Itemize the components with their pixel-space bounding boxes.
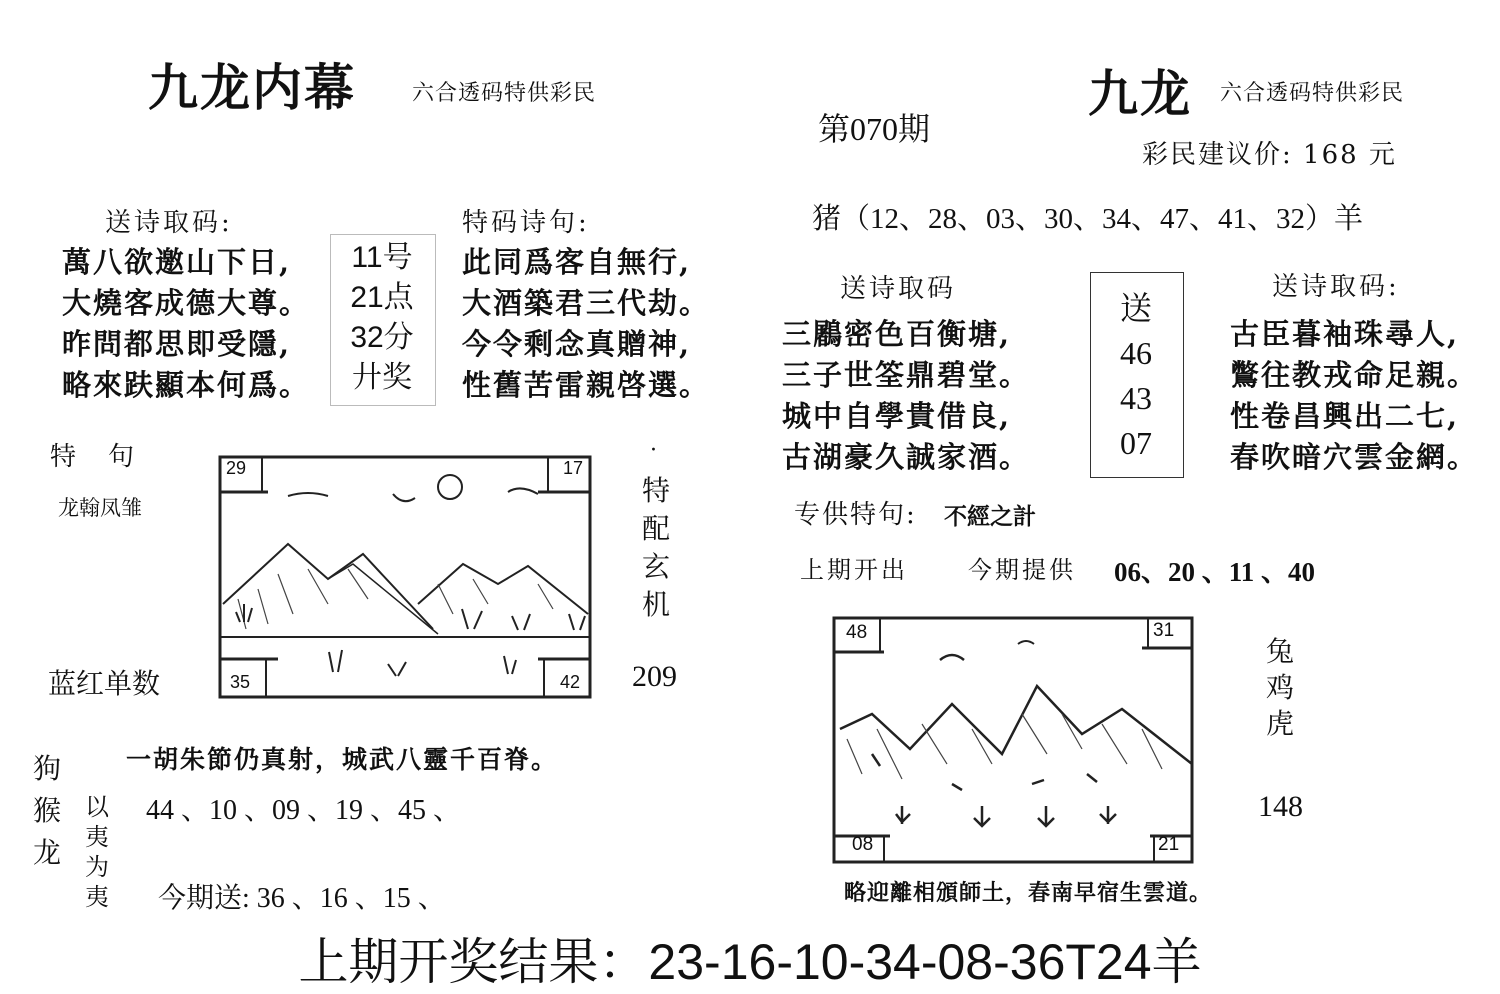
long-poem: 一胡朱節仍真射，城武八靈千百脊。 — [126, 745, 559, 774]
box-line: 送 — [1119, 290, 1152, 326]
right-subtitle: 六合透码特供彩民 — [1220, 81, 1405, 106]
tema-heading: 特码诗句: — [462, 208, 590, 238]
vertical-char: 配 — [641, 512, 670, 545]
box-line: 21点 — [350, 281, 414, 314]
poem-line: 三子世筌鼎碧堂。 — [782, 358, 1031, 392]
zodiac-char: 鸡 — [1265, 671, 1294, 704]
zodiac-char: 龙 — [32, 836, 61, 869]
right-zodiac-vertical — [1262, 634, 1298, 742]
right-poem-right — [1230, 314, 1478, 478]
right-mountain-illustration — [832, 614, 1194, 864]
corner-number: 42 — [560, 672, 581, 692]
right-title: 九龙 — [1088, 64, 1192, 123]
poem-line: 三鷵密色百衡塘, — [782, 317, 1012, 351]
left-zodiac-vertical — [30, 748, 64, 874]
poem-line: 大燒客成德大尊。 — [62, 286, 311, 320]
teju-text: 龙翰凤雏 — [58, 496, 142, 520]
poem-line: 萬八欲邀山下日, — [62, 245, 292, 279]
yiyi-char: 夷 — [85, 883, 109, 911]
corner-number: 35 — [230, 672, 251, 692]
price: 彩民建议价: 168 元 — [1142, 140, 1397, 170]
jinqi-label: 今期提供 — [968, 556, 1076, 584]
zodiac-char: 兔 — [1265, 635, 1294, 668]
box-line: 07 — [1120, 425, 1152, 461]
zhuan-text: 不經之計 — [944, 503, 1036, 530]
last-draw-result: 上期开奖结果：23-16-10-34-08-36T24羊 — [298, 934, 1202, 990]
corner-number: 48 — [846, 622, 868, 643]
vertical-note — [636, 472, 676, 624]
zhuan-label: 专供特句: — [794, 500, 917, 530]
poem-line: 城中自學貴借良, — [782, 399, 1012, 433]
left-subtitle: 六合透码特供彩民 — [412, 81, 597, 106]
box-line: 32分 — [350, 321, 414, 354]
yiyi-char: 为 — [85, 853, 109, 881]
box-line: 廾奖 — [352, 361, 412, 394]
poem-line: 略來趺顯本何爲。 — [62, 368, 311, 402]
poem-line: 古湖豪久誠家酒。 — [782, 440, 1031, 474]
corner-number: 31 — [1153, 620, 1175, 641]
vertical-char: 玄 — [641, 550, 670, 583]
corner-number: 17 — [563, 458, 584, 478]
tema-poem — [462, 242, 710, 406]
vertical-char: 特 — [641, 474, 670, 507]
poem-line: 此同爲客自無行, — [462, 245, 692, 279]
poem-line: 性舊苦雷親啓選。 — [462, 368, 711, 402]
right-poem-left — [782, 314, 1030, 478]
vertical-char: 机 — [641, 588, 670, 621]
shangqi-label: 上期开出 — [800, 556, 908, 584]
corner-number: 21 — [1158, 834, 1180, 855]
zodiac-char: 虎 — [1265, 707, 1294, 740]
box-line: 11号 — [351, 241, 413, 274]
left-poem — [62, 242, 310, 406]
pig-line: 猪（12、28、03、30、34、47、41、32）羊 — [812, 203, 1364, 235]
poem-line: 今令剩念真贈神, — [462, 327, 692, 361]
poem-line: 大酒築君三代劫。 — [462, 286, 711, 320]
numbers-line: 44 、10 、09 、19 、45 、 — [146, 795, 462, 826]
number-148: 148 — [1258, 790, 1303, 823]
left-poem-heading: 送诗取码: — [105, 208, 233, 238]
yiyi-char: 夷 — [85, 823, 109, 851]
number-209: 209 — [632, 660, 677, 693]
dot: · — [650, 438, 657, 463]
issue-number: 第070期 — [818, 111, 931, 147]
poem-line: 鷩往教戎命足親。 — [1230, 358, 1479, 392]
poem-line: 性卷昌興出二七, — [1230, 399, 1460, 433]
jinqi-numbers: 06、20 、11 、40 — [1114, 557, 1316, 587]
left-box-lines — [330, 238, 434, 398]
box-line: 46 — [1120, 335, 1152, 371]
poem-line: 昨問都思即受隱, — [62, 327, 292, 361]
zodiac-char: 猴 — [32, 794, 61, 827]
right-box-lines — [1090, 286, 1182, 466]
zodiac-char: 狗 — [32, 752, 61, 785]
yiyi-vertical — [82, 792, 112, 912]
poem-line: 古臣暮袖珠尋人, — [1230, 317, 1460, 351]
yiyi-char: 以 — [85, 793, 109, 821]
left-mountain-illustration — [218, 454, 592, 700]
teju-label: 特 句 — [50, 442, 138, 472]
box-line: 43 — [1120, 380, 1152, 416]
poem-line: 春吹暗穴雲金網。 — [1230, 440, 1479, 474]
corner-number: 29 — [226, 458, 247, 478]
lanhong-label: 蓝红单数 — [48, 667, 161, 700]
corner-number: 08 — [852, 834, 874, 855]
right-poem-heading-right: 送诗取码: — [1272, 272, 1400, 302]
right-bottom-poem: 略迎離相頒師土，春南早宿生雲道。 — [844, 880, 1213, 906]
right-poem-heading-left: 送诗取码 — [840, 274, 957, 304]
left-title: 九龙内幕 — [148, 58, 356, 117]
jinqi-song: 今期送: 36 、16 、15 、 — [158, 883, 446, 914]
